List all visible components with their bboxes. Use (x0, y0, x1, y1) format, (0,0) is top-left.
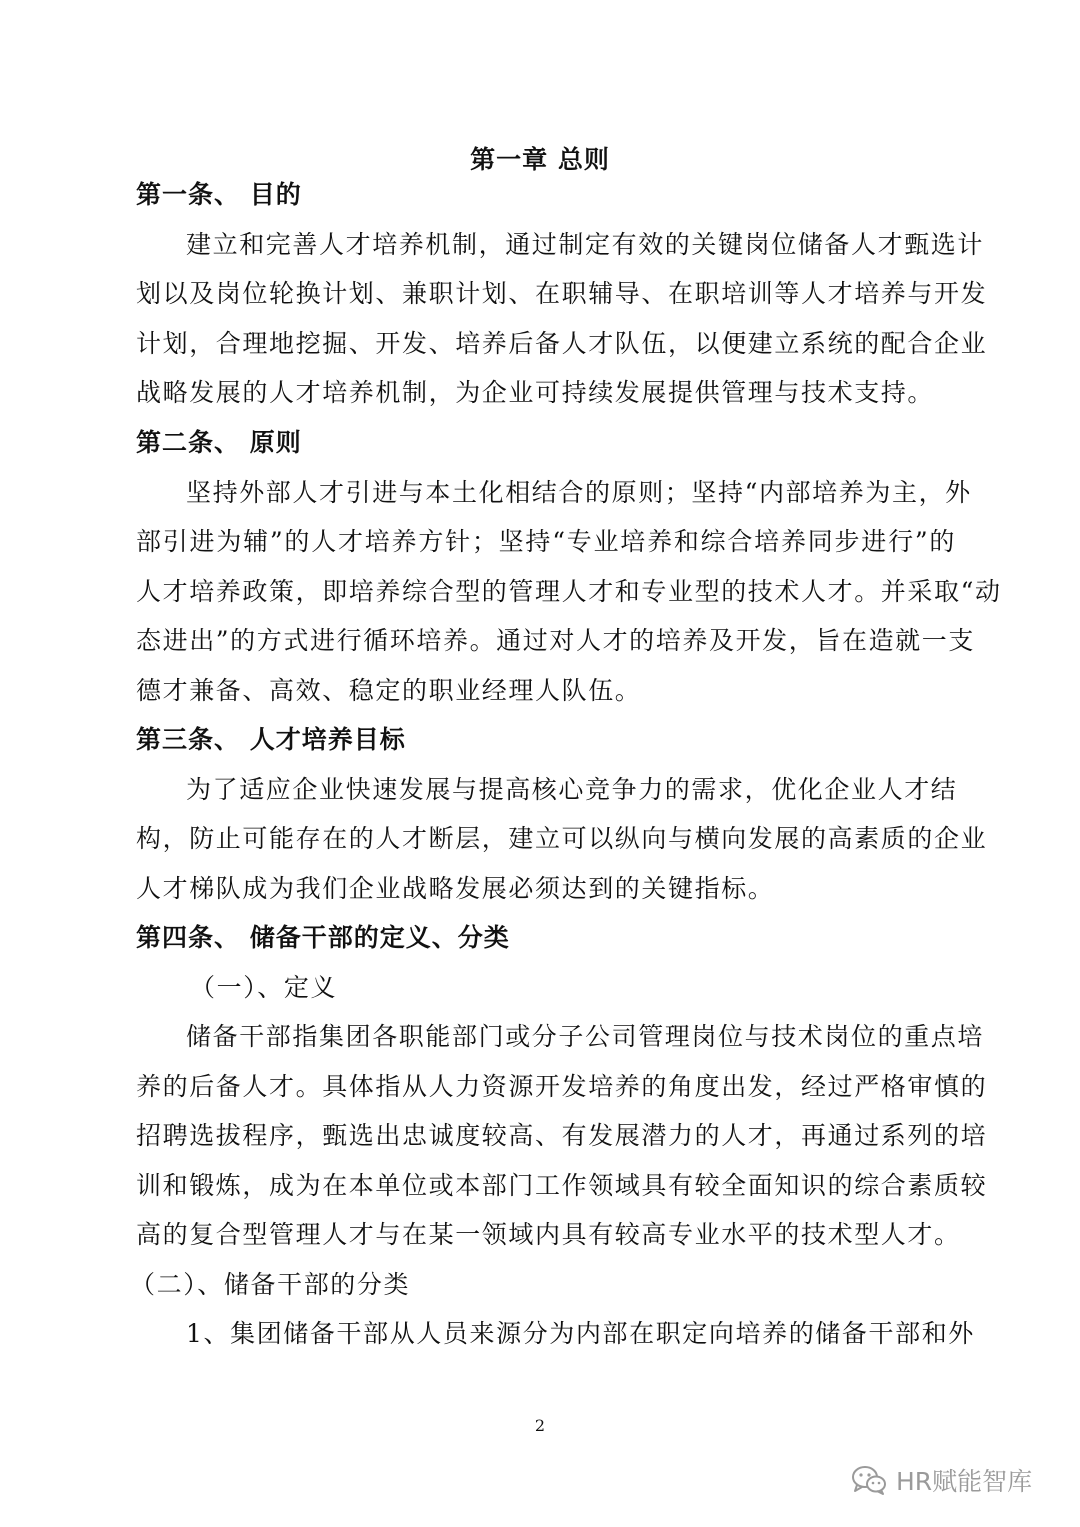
article-2-line: 坚持外部人才引进与本土化相结合的原则；坚持“内部培养为主，外 (186, 478, 972, 507)
article-4-heading: 第四条、 储备干部的定义、分类 (136, 923, 510, 952)
article-3-line: 为了适应企业快速发展与提高核心竞争力的需求，优化企业人才结 (186, 775, 958, 804)
chapter-title: 第一章 总则 (470, 145, 610, 174)
article-2-line: 部引进为辅”的人才培养方针；坚持“专业培养和综合培养同步进行”的 (136, 527, 956, 556)
article-1-line: 建立和完善人才培养机制，通过制定有效的关键岗位储备人才甄选计 (186, 230, 985, 259)
article-2-line: 人才培养政策，即培养综合型的管理人才和专业型的技术人才。并采取“动 (136, 577, 1002, 606)
classification-subheading: （二）、储备干部的分类 (130, 1270, 411, 1299)
article-2-line: 德才兼备、高效、稳定的职业经理人队伍。 (136, 676, 642, 705)
article-1-heading: 第一条、 目的 (136, 180, 302, 209)
definition-subheading: （一）、定义 (190, 973, 338, 1002)
article-1-line: 计划，合理地挖掘、开发、培养后备人才队伍，以便建立系统的配合企业 (136, 329, 988, 358)
article-1-line: 划以及岗位轮换计划、兼职计划、在职辅导、在职培训等人才培养与开发 (136, 279, 988, 308)
definition-line: 训和锻炼，成为在本单位或本部门工作领域具有较全面知识的综合素质较 (136, 1171, 988, 1200)
article-2-line: 态进出”的方式进行循环培养。通过对人才的培养及开发，旨在造就一支 (136, 626, 975, 655)
watermark-text: HR赋能智库 (896, 1467, 1033, 1496)
article-3-line: 构，防止可能存在的人才断层，建立可以纵向与横向发展的高素质的企业 (136, 824, 988, 853)
watermark (850, 1462, 1032, 1498)
article-3-line: 人才梯队成为我们企业战略发展必须达到的关键指标。 (136, 874, 775, 903)
page-number: 2 (534, 1416, 546, 1435)
article-2-heading: 第二条、 原则 (136, 428, 302, 457)
article-3-heading: 第三条、 人才培养目标 (136, 725, 406, 754)
definition-line: 招聘选拔程序，甄选出忠诚度较高、有发展潜力的人才，再通过系列的培 (136, 1121, 988, 1150)
definition-line: 高的复合型管理人才与在某一领域内具有较高专业水平的技术型人才。 (136, 1220, 961, 1249)
classification-line: 1、集团储备干部从人员来源分为内部在职定向培养的储备干部和外 (186, 1319, 975, 1348)
definition-line: 养的后备人才。具体指从人力资源开发培养的角度出发，经过严格审慎的 (136, 1072, 988, 1101)
wechat-icon (850, 1464, 888, 1496)
article-1-line: 战略发展的人才培养机制，为企业可持续发展提供管理与技术支持。 (136, 378, 935, 407)
definition-line: 储备干部指集团各职能部门或分子公司管理岗位与技术岗位的重点培 (186, 1022, 985, 1051)
